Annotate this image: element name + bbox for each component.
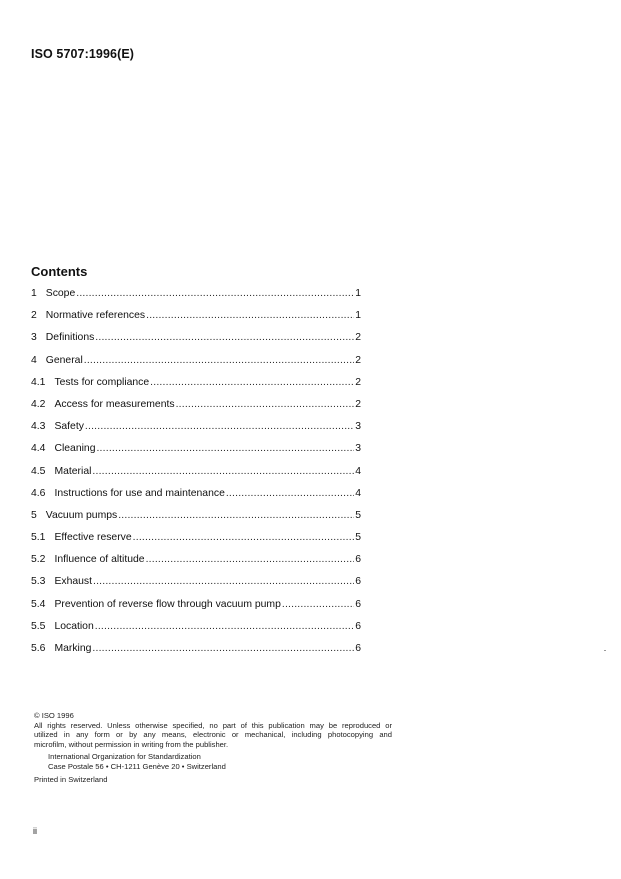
toc-entry[interactable] — [31, 332, 361, 354]
toc-entry-page: 2 — [355, 376, 361, 388]
toc-dot-leader — [96, 443, 354, 454]
toc-entry-number: 5.1 — [31, 532, 46, 544]
toc-dot-leader — [282, 599, 354, 610]
toc-entry-title: Location — [54, 620, 94, 632]
toc-entry[interactable] — [31, 310, 361, 332]
toc-entry-number: 5.6 — [31, 643, 46, 654]
toc-entry-title: General — [45, 354, 83, 366]
toc-entry-title: Cleaning — [54, 443, 96, 455]
document-identifier: ISO 5707:1996(E) — [31, 47, 135, 61]
rights-line-3: microfilm, without permission in writing from the publisher. — [34, 739, 229, 749]
toc-dot-leader — [85, 421, 354, 432]
toc-entry-number: 5.2 — [31, 554, 46, 566]
toc-dot-leader — [92, 643, 354, 654]
toc-entry[interactable] — [31, 377, 361, 399]
printed-in: Printed in Switzerland — [34, 774, 108, 784]
scan-speck — [604, 650, 606, 651]
toc-entry[interactable] — [31, 488, 361, 510]
table-of-contents — [31, 288, 361, 665]
toc-dot-leader — [84, 355, 354, 366]
toc-entry-page: 6 — [355, 620, 361, 632]
copyright-notice — [34, 711, 392, 784]
toc-entry-number: 4.3 — [31, 421, 46, 433]
toc-dot-leader — [146, 554, 355, 565]
toc-dot-leader — [226, 488, 354, 499]
toc-dot-leader — [133, 532, 355, 543]
rights-line-1: All rights reserved. Unless otherwise specified, no part of this publication may be reproduced or — [34, 720, 392, 730]
toc-entry-number: 4.4 — [31, 443, 46, 455]
toc-entry-page: 5 — [355, 532, 361, 544]
toc-entry-title: Marking — [54, 643, 92, 654]
toc-entry-title: Exhaust — [54, 576, 92, 588]
toc-entry-number: 5.3 — [31, 576, 46, 588]
toc-entry-title: Normative references — [45, 310, 146, 322]
toc-entry-title: Safety — [54, 421, 84, 433]
toc-entry-number: 5 — [31, 509, 37, 521]
toc-entry-number: 4.5 — [31, 465, 46, 477]
toc-entry-page: 6 — [355, 598, 361, 610]
toc-dot-leader — [76, 288, 354, 299]
toc-entry-title: Effective reserve — [54, 532, 132, 544]
toc-entry-page: 1 — [355, 288, 361, 299]
toc-entry[interactable] — [31, 554, 361, 576]
toc-entry[interactable] — [31, 576, 361, 598]
toc-entry-page: 5 — [355, 509, 361, 521]
toc-entry-page: 3 — [355, 443, 361, 455]
toc-entry-number: 2 — [31, 310, 37, 322]
toc-entry-page: 2 — [355, 398, 361, 410]
toc-entry[interactable] — [31, 532, 361, 554]
toc-entry-page: 3 — [355, 421, 361, 433]
toc-entry-number: 1 — [31, 288, 37, 299]
toc-entry[interactable] — [31, 288, 361, 310]
toc-entry[interactable] — [31, 643, 361, 665]
toc-entry-title: Scope — [45, 288, 76, 299]
contents-heading: Contents — [31, 264, 88, 279]
toc-entry-number: 4.6 — [31, 487, 46, 499]
toc-entry-page: 6 — [355, 554, 361, 566]
toc-entry-page: 1 — [355, 310, 361, 322]
rights-line-2: utilized in any form or by any means, electronic or mechanical, including photocopying and — [34, 730, 392, 740]
toc-dot-leader — [95, 621, 354, 632]
toc-entry[interactable] — [31, 421, 361, 443]
toc-entry-page: 2 — [355, 332, 361, 344]
toc-dot-leader — [92, 466, 354, 477]
toc-entry-title: Tests for compliance — [54, 376, 150, 388]
toc-dot-leader — [176, 399, 355, 410]
toc-entry-title: Access for measurements — [54, 398, 175, 410]
toc-entry-page: 6 — [355, 576, 361, 588]
copyright-symbol-line: © ISO 1996 — [34, 711, 74, 720]
toc-entry-page: 2 — [355, 354, 361, 366]
toc-entry-number: 3 — [31, 332, 37, 344]
toc-entry-page: 6 — [355, 643, 361, 654]
toc-entry-title: Influence of altitude — [54, 554, 145, 566]
toc-dot-leader — [146, 310, 354, 321]
toc-entry-number: 5.5 — [31, 620, 46, 632]
organization-address: Case Postale 56 • CH-1211 Genève 20 • Switzerland — [48, 761, 226, 771]
toc-dot-leader — [118, 510, 354, 521]
toc-entry-page: 4 — [355, 487, 361, 499]
toc-entry[interactable] — [31, 355, 361, 377]
toc-entry[interactable] — [31, 510, 361, 532]
toc-entry[interactable] — [31, 466, 361, 488]
page-number: ii — [33, 826, 37, 836]
toc-dot-leader — [95, 332, 354, 343]
toc-entry-title: Prevention of reverse flow through vacuum pump — [54, 598, 281, 610]
toc-dot-leader — [150, 377, 354, 388]
toc-entry-number: 5.4 — [31, 598, 46, 610]
toc-dot-leader — [93, 576, 354, 587]
toc-entry-number: 4.2 — [31, 398, 46, 410]
toc-entry-title: Material — [54, 465, 92, 477]
toc-entry[interactable] — [31, 399, 361, 421]
toc-entry[interactable] — [31, 621, 361, 643]
toc-entry-number: 4.1 — [31, 376, 46, 388]
toc-entry[interactable] — [31, 599, 361, 621]
toc-entry-title: Vacuum pumps — [45, 509, 118, 521]
toc-entry-title: Instructions for use and maintenance — [54, 487, 225, 499]
toc-entry-number: 4 — [31, 354, 37, 366]
toc-entry[interactable] — [31, 443, 361, 465]
toc-entry-page: 4 — [355, 465, 361, 477]
organization-name: International Organization for Standardization — [48, 752, 201, 762]
toc-entry-title: Definitions — [45, 332, 95, 344]
